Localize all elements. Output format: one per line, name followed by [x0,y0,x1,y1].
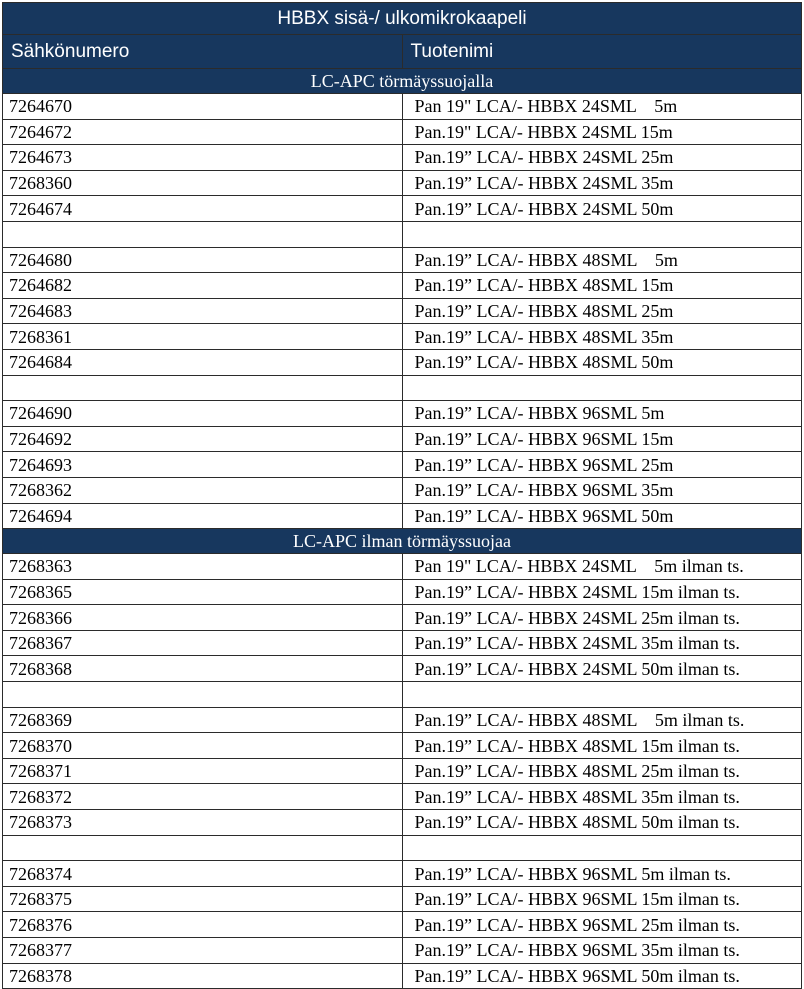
table-row [3,247,802,273]
product-number: 7268375 [3,886,403,912]
table-row [3,707,802,733]
column-header-name: Tuotenimi [402,35,802,69]
header-row [3,35,802,69]
column-header-number: Sähkönumero [3,35,403,69]
product-number: 7264683 [3,298,403,324]
product-name: Pan.19” LCA/- HBBX 96SML 5m [402,401,802,427]
title-row [3,3,802,35]
section-heading: LC-APC törmäyssuojalla [3,69,802,94]
table-row [3,912,802,938]
product-number: 7268367 [3,630,403,656]
table-row [3,273,802,299]
table-row [3,861,802,887]
product-name: Pan.19” LCA/- HBBX 48SML 50m [402,349,802,375]
section-heading-row [3,69,802,94]
product-number: 7268374 [3,861,403,887]
product-name: Pan.19” LCA/- HBBX 24SML 35m ilman ts. [402,630,802,656]
product-name: Pan.19” LCA/- HBBX 96SML 35m ilman ts. [402,938,802,964]
spacer-row [3,375,802,401]
product-name: Pan.19” LCA/- HBBX 48SML 25m [402,298,802,324]
product-name: Pan.19” LCA/- HBBX 96SML 15m ilman ts. [402,886,802,912]
table-row [3,170,802,196]
table-row [3,298,802,324]
table-row [3,810,802,836]
product-name: Pan.19” LCA/- HBBX 48SML 50m ilman ts. [402,810,802,836]
product-number: 7268377 [3,938,403,964]
product-name: Pan.19" LCA/- HBBX 24SML 15m [402,119,802,145]
product-name: Pan.19” LCA/- HBBX 24SML 50m [402,196,802,222]
table-row [3,886,802,912]
product-name [402,835,802,861]
product-number: 7268371 [3,758,403,784]
product-number: 7264693 [3,452,403,478]
product-name: Pan.19” LCA/- HBBX 96SML 5m ilman ts. [402,861,802,887]
product-number: 7264684 [3,349,403,375]
section-heading-row [3,529,802,554]
product-number: 7268372 [3,784,403,810]
table-row [3,733,802,759]
table-row [3,452,802,478]
product-number: 7264682 [3,273,403,299]
product-number: 7268373 [3,810,403,836]
product-number: 7268360 [3,170,403,196]
product-name: Pan.19” LCA/- HBBX 96SML 50m ilman ts. [402,963,802,989]
product-name: Pan.19” LCA/- HBBX 48SML 5m ilman ts. [402,707,802,733]
table-row [3,656,802,682]
product-name [402,221,802,247]
table-row [3,758,802,784]
product-number: 7264673 [3,145,403,171]
product-number: 7268363 [3,554,403,580]
product-table-body [3,3,802,989]
product-number: 7268376 [3,912,403,938]
table-row [3,554,802,580]
product-name [402,682,802,708]
product-name: Pan.19” LCA/- HBBX 24SML 15m ilman ts. [402,579,802,605]
product-name: Pan.19” LCA/- HBBX 24SML 35m [402,170,802,196]
product-name: Pan.19” LCA/- HBBX 48SML 35m [402,324,802,350]
product-number [3,835,403,861]
table-row [3,401,802,427]
table-row [3,324,802,350]
product-number: 7264670 [3,94,403,120]
table-row [3,145,802,171]
product-number: 7268366 [3,605,403,631]
product-name: Pan 19" LCA/- HBBX 24SML 5m [402,94,802,120]
product-table [2,2,802,989]
product-number: 7268365 [3,579,403,605]
table-row [3,119,802,145]
table-row [3,630,802,656]
spacer-row [3,221,802,247]
product-number: 7264680 [3,247,403,273]
table-row [3,503,802,529]
product-name: Pan.19” LCA/- HBBX 48SML 15m [402,273,802,299]
product-name: Pan.19” LCA/- HBBX 48SML 35m ilman ts. [402,784,802,810]
table-row [3,477,802,503]
product-name: Pan.19” LCA/- HBBX 48SML 5m [402,247,802,273]
table-row [3,579,802,605]
product-name: Pan.19” LCA/- HBBX 96SML 25m ilman ts. [402,912,802,938]
product-name: Pan.19” LCA/- HBBX 24SML 50m ilman ts. [402,656,802,682]
product-name: Pan.19” LCA/- HBBX 24SML 25m ilman ts. [402,605,802,631]
product-number: 7268378 [3,963,403,989]
table-row [3,938,802,964]
product-name: Pan.19” LCA/- HBBX 96SML 15m [402,426,802,452]
product-number: 7264690 [3,401,403,427]
product-number: 7268362 [3,477,403,503]
product-number [3,221,403,247]
table-row [3,196,802,222]
product-number: 7268370 [3,733,403,759]
table-row [3,605,802,631]
section-heading: LC-APC ilman törmäyssuojaa [3,529,802,554]
table-row [3,784,802,810]
table-row [3,963,802,989]
product-number: 7264694 [3,503,403,529]
product-name: Pan 19" LCA/- HBBX 24SML 5m ilman ts. [402,554,802,580]
spacer-row [3,835,802,861]
product-name: Pan.19” LCA/- HBBX 24SML 25m [402,145,802,171]
product-name: Pan.19” LCA/- HBBX 48SML 25m ilman ts. [402,758,802,784]
table-row [3,94,802,120]
product-name [402,375,802,401]
spacer-row [3,682,802,708]
product-number [3,375,403,401]
table-row [3,426,802,452]
product-number: 7268368 [3,656,403,682]
product-number [3,682,403,708]
product-name: Pan.19” LCA/- HBBX 96SML 35m [402,477,802,503]
product-name: Pan.19” LCA/- HBBX 96SML 25m [402,452,802,478]
product-number: 7264672 [3,119,403,145]
product-name: Pan.19” LCA/- HBBX 96SML 50m [402,503,802,529]
product-name: Pan.19” LCA/- HBBX 48SML 15m ilman ts. [402,733,802,759]
product-number: 7264674 [3,196,403,222]
table-title: HBBX sisä-/ ulkomikrokaapeli [3,3,802,35]
product-number: 7264692 [3,426,403,452]
product-number: 7268369 [3,707,403,733]
table-row [3,349,802,375]
product-number: 7268361 [3,324,403,350]
